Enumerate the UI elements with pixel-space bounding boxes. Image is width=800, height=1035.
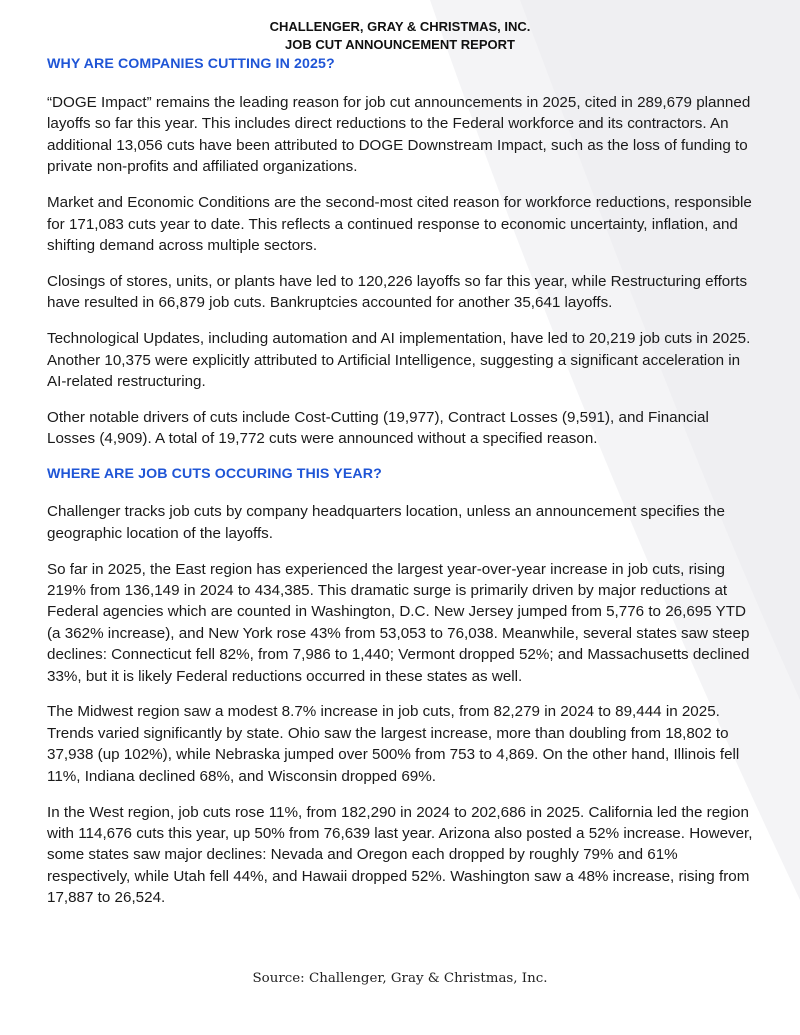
- paragraph-west-region: In the West region, job cuts rose 11%, from 182,290 in 2024 to 202,686 in 2025. California led the region with 114,676 cuts this year, up 50% from 76,639 last year. Arizona also posted a 52% increase. However, some states saw major declines: Nevada and Oregon each dropped by roughly 79% and 61% respectively, while Utah fell 44%, and Hawaii dropped 52%. Washington saw a 48% increase, rising from 17,887 to 26,524.: [47, 803, 753, 907]
- paragraph-east-region: So far in 2025, the East region has experienced the largest year-over-year increase in job cuts, rising 219% from 136,149 in 2024 to 434,385. This dramatic surge is primarily driven by major reductions at Federal agencies which are counted in Washington, D.C. New Jersey jumped from 5,776 to 26,695 YTD (a 362% increase), and New York rose 43% from 53,053 to 76,038. Meanwhile, several states saw steep declines: Connecticut fell 82%, from 7,986 to 1,440; Vermont dropped 52%; and Massachusetts declined 33%, but it is likely Federal reductions occurred in these states as well.: [47, 560, 750, 685]
- paragraph-market-conditions: Market and Economic Conditions are the second-most cited reason for workforce reductions, responsible for 171,083 cuts year to date. This reflects a continued response to economic uncertainty, inflation, and shifting demand across multiple sectors.: [47, 194, 752, 254]
- paragraph-other-drivers: Other notable drivers of cuts include Cost-Cutting (19,977), Contract Losses (9,591), and Financial Losses (4,909). A total of 19,772 cuts were announced without a specified reason.: [47, 408, 709, 448]
- report-body: [47, 54, 757, 923]
- section-heading-where: WHERE ARE JOB CUTS OCCURING THIS YEAR?: [47, 466, 382, 483]
- paragraph-doge-impact: “DOGE Impact” remains the leading reason for job cut announcements in 2025, cited in 289,679 planned layoffs so far this year. This includes direct reductions to the Federal workforce and its contractors. An additional 13,056 cuts have been attributed to DOGE Downstream Impact, such as the loss of funding to private non-profits and affiliated organizations.: [47, 94, 751, 176]
- report-title: JOB CUT ANNOUNCEMENT REPORT: [285, 37, 515, 52]
- paragraph-midwest-region: The Midwest region saw a modest 8.7% increase in job cuts, from 82,279 in 2024 to 89,444 in 2025. Trends varied significantly by state. Ohio saw the largest increase, more than doubling from 18,802 to 37,938 (up 102%), while Nebraska jumped over 500% from 753 to 4,869. On the other hand, Illinois fell 11%, Indiana declined 68%, and Wisconsin dropped 69%.: [47, 703, 740, 785]
- report-header: [0, 18, 800, 54]
- paragraph-tracking-method: Challenger tracks job cuts by company headquarters location, unless an announcement specifies the geographic location of the layoffs.: [47, 503, 725, 542]
- paragraph-closings: Closings of stores, units, or plants have led to 120,226 layoffs so far this year, while Restructuring efforts have resulted in 66,879 job cuts. Bankruptcies accounted for another 35,641 layoffs.: [47, 272, 748, 312]
- section-heading-why: WHY ARE COMPANIES CUTTING IN 2025?: [47, 56, 335, 72]
- company-name: CHALLENGER, GRAY & CHRISTMAS, INC.: [269, 19, 531, 34]
- source-footer: Source: Challenger, Gray & Christmas, Inc.: [252, 971, 548, 986]
- paragraph-technology: Technological Updates, including automation and AI implementation, have led to 20,219 job cuts in 2025. Another 10,375 were explicitly attributed to Artificial Intelligence, suggesting a significant acceleration in AI-related restructuring.: [47, 330, 751, 390]
